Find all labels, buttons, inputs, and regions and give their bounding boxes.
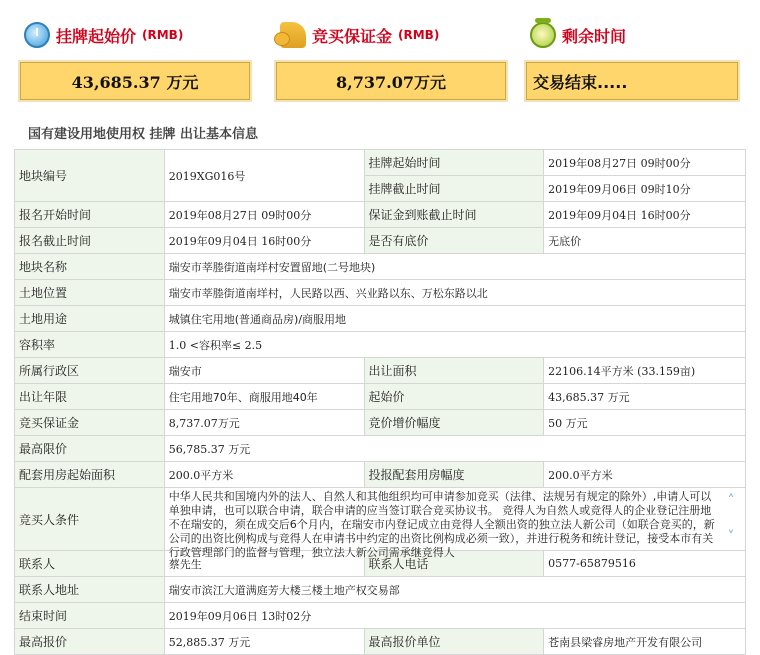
- max-limit-value: 56,785.37 万元: [164, 436, 745, 462]
- term-value: 住宅用地70年、商服用地40年: [164, 384, 364, 410]
- deposit-deadline-value: 2019年09月04日 16时00分: [544, 202, 746, 228]
- start-price-header: [20, 18, 250, 52]
- parcel-no-key: 地块编号: [15, 150, 165, 202]
- reserve-key: 是否有底价: [364, 228, 544, 254]
- far-value: 1.0 <容积率≤ 2.5: [164, 332, 745, 358]
- table-row: [15, 629, 746, 655]
- table-row: [15, 410, 746, 436]
- alarm-clock-icon: [530, 22, 556, 48]
- bidder-cond-value: 中华人民共和国境内外的法人、自然人和其他组织均可申请参加竞买（法律、法规另有规定的除外）,申请人可以单独申请，也可以联合申请，联合申请的应当签订联合竞买协议书。 竞得人为自然人或竞得人的企业登记注册地不在瑞安的，须在成交后6个月内，在瑞安市内登记成立由竞得人全额出资的独立法人新公司（如联合竞买的，新公司的出资比例构成与竞得人在申请书中约定的出资比例构成必须一致），并进行税务和统计登记，接受本市有关行政管理部门的监督与管理，独立法人新公司需承继竞得人: [168, 490, 715, 559]
- end-time-key: 结束时间: [15, 603, 165, 629]
- reg-end-value: 2019年09月04日 16时00分: [164, 228, 364, 254]
- top-bidder-key: 最高报价单位: [364, 629, 544, 655]
- contact-value: 蔡先生: [164, 551, 364, 577]
- table-row: [15, 384, 746, 410]
- deposit-header: [276, 18, 506, 52]
- bidder-cond-scroll-controls: [723, 494, 739, 544]
- phone-value: 0577-65879516: [544, 551, 746, 577]
- table-row: [15, 332, 746, 358]
- coins-icon: [280, 22, 306, 48]
- remaining-time-value: 交易结束.....: [526, 62, 738, 100]
- top-bid-value: 52,885.37 万元: [164, 629, 364, 655]
- start-price-label: 挂牌起始价: [56, 26, 137, 46]
- address-key: 联系人地址: [15, 577, 165, 603]
- chevron-down-icon[interactable]: ˅: [727, 529, 735, 545]
- table-row: [15, 306, 746, 332]
- table-row: [15, 436, 746, 462]
- table-row: [15, 228, 746, 254]
- housing-start-value: 200.0平方米: [164, 462, 364, 488]
- parcel-name-key: 地块名称: [15, 254, 165, 280]
- deposit-key: 竞买保证金: [15, 410, 165, 436]
- table-row: [15, 488, 746, 551]
- start-price-cell: 43,685.37 万元: [544, 384, 746, 410]
- increment-value: 50 万元: [544, 410, 746, 436]
- area-value: 22106.14平方米 (33.159亩): [544, 358, 746, 384]
- start-price-value: 43,685.37 万元: [20, 62, 250, 100]
- usage-key: 土地用途: [15, 306, 165, 332]
- table-row: [15, 358, 746, 384]
- deposit-panel: [276, 18, 506, 100]
- district-key: 所属行政区: [15, 358, 165, 384]
- bidder-cond-scroll-area[interactable]: [168, 490, 741, 559]
- table-row: [15, 202, 746, 228]
- table-row: [15, 254, 746, 280]
- chevron-up-icon[interactable]: ˄: [727, 493, 735, 509]
- land-info-table: [14, 149, 746, 655]
- table-row: [15, 603, 746, 629]
- top-bidder-value: 苍南县梁睿房地产开发有限公司: [544, 629, 746, 655]
- money-clock-icon: [24, 22, 50, 48]
- district-value: 瑞安市: [164, 358, 364, 384]
- contact-key: 联系人: [15, 551, 165, 577]
- top-bid-key: 最高报价: [15, 629, 165, 655]
- table-row: [15, 462, 746, 488]
- section-title: 国有建设用地使用权 挂牌 出让基本信息: [28, 126, 259, 142]
- phone-key: 联系人电话: [364, 551, 544, 577]
- remaining-time-header: [526, 18, 738, 52]
- max-limit-key: 最高限价: [15, 436, 165, 462]
- deposit-cell: 8,737.07万元: [164, 410, 364, 436]
- increment-key: 竞价增价幅度: [364, 410, 544, 436]
- reg-start-value: 2019年08月27日 09时00分: [164, 202, 364, 228]
- table-row: [15, 150, 746, 176]
- reg-start-key: 报名开始时间: [15, 202, 165, 228]
- list-start-key: 挂牌起始时间: [364, 150, 544, 176]
- parcel-no-value: 2019XG016号: [164, 150, 364, 202]
- list-end-key: 挂牌截止时间: [364, 176, 544, 202]
- start-price-panel: [20, 18, 250, 100]
- far-key: 容积率: [15, 332, 165, 358]
- deposit-unit: (RMB): [398, 28, 440, 42]
- start-price-unit: (RMB): [142, 28, 184, 42]
- term-key: 出让年限: [15, 384, 165, 410]
- table-row: [15, 577, 746, 603]
- housing-step-key: 投报配套用房幅度: [364, 462, 544, 488]
- usage-value: 城镇住宅用地(普通商品房)/商服用地: [164, 306, 745, 332]
- remaining-time-label: 剩余时间: [562, 26, 627, 46]
- deposit-label: 竞买保证金: [312, 26, 393, 46]
- start-price-key: 起始价: [364, 384, 544, 410]
- remaining-time-panel: [526, 18, 738, 100]
- location-value: 瑞安市莘塍街道南垟村，人民路以西、兴业路以东、万松东路以北: [164, 280, 745, 306]
- address-value: 瑞安市滨江大道满庭芳大楼三楼土地产权交易部: [164, 577, 745, 603]
- housing-start-key: 配套用房起始面积: [15, 462, 165, 488]
- table-row: [15, 280, 746, 306]
- reg-end-key: 报名截止时间: [15, 228, 165, 254]
- housing-step-value: 200.0平方米: [544, 462, 746, 488]
- list-start-value: 2019年08月27日 09时00分: [544, 150, 746, 176]
- deposit-value: 8,737.07万元: [276, 62, 506, 100]
- bidder-cond-cell: [164, 488, 745, 559]
- reserve-value: 无底价: [544, 228, 746, 254]
- bidder-cond-key: 竞买人条件: [15, 488, 165, 551]
- end-time-value: 2019年09月06日 13时02分: [164, 603, 745, 629]
- location-key: 土地位置: [15, 280, 165, 306]
- deposit-deadline-key: 保证金到账截止时间: [364, 202, 544, 228]
- list-end-value: 2019年09月06日 09时10分: [544, 176, 746, 202]
- parcel-name-value: 瑞安市莘塍街道南垟村安置留地(二号地块): [164, 254, 745, 280]
- area-key: 出让面积: [364, 358, 544, 384]
